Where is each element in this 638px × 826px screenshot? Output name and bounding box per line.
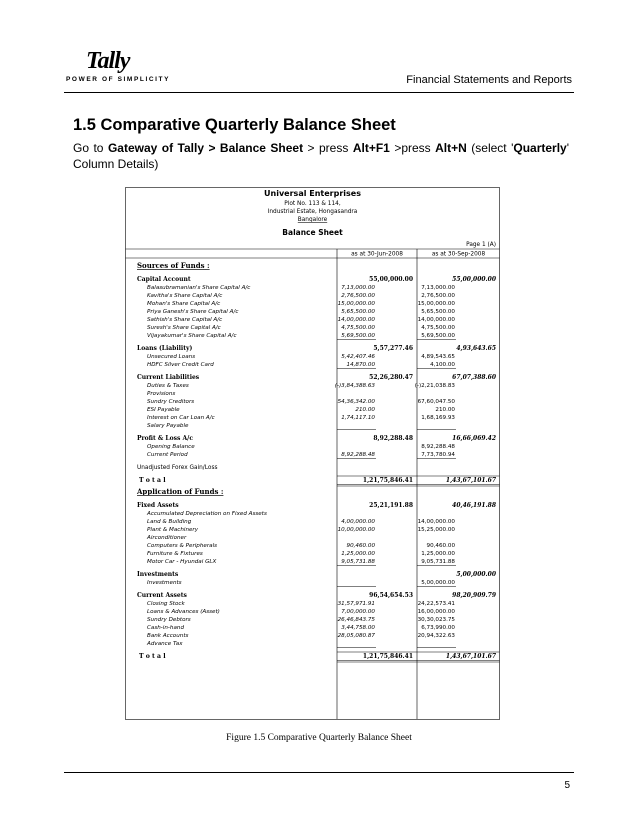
ledger-value: 4,89,543.65 bbox=[421, 354, 455, 360]
total-value: 1,43,67,101.67 bbox=[445, 477, 496, 484]
ledger-value: 5,65,500.00 bbox=[421, 309, 455, 315]
ledger-value: 8,92,288.48 bbox=[341, 452, 375, 458]
ledger-label: Unsecured Loans bbox=[147, 354, 196, 360]
ledger-label: Balasubramanian's Share Capital A/c bbox=[147, 285, 251, 291]
instr-option: Quarterly bbox=[513, 141, 567, 155]
ledger-label: HDFC Silver Credit Card bbox=[147, 362, 214, 368]
ledger-label: Cash-in-hand bbox=[147, 625, 184, 631]
ledger-value: 1,25,000.00 bbox=[341, 551, 375, 557]
ledger-label: Sathish's Share Capital A/c bbox=[147, 317, 223, 323]
instruction-text bbox=[73, 140, 569, 172]
ledger-label: Provisions bbox=[147, 391, 176, 397]
ledger-label: Unadjusted Forex Gain/Loss bbox=[137, 465, 218, 471]
ledger-value: 67,60,047.50 bbox=[417, 399, 455, 405]
ledger-value: 1,68,169.93 bbox=[421, 415, 455, 421]
instr-press2: >press bbox=[394, 141, 431, 155]
ledger-value: 20,94,322.63 bbox=[417, 633, 455, 639]
ledger-label: Salary Payable bbox=[147, 423, 189, 429]
section-title: 1.5 Comparative Quarterly Balance Sheet bbox=[73, 116, 396, 134]
ledger-label: Computers & Peripherals bbox=[147, 543, 218, 549]
ledger-value: 5,69,500.00 bbox=[421, 333, 455, 339]
group-label: Capital Account bbox=[137, 276, 191, 283]
group-value: 25,21,191.88 bbox=[369, 502, 413, 509]
ledger-value: 7,13,000.00 bbox=[341, 285, 375, 291]
footer-rule bbox=[64, 772, 574, 773]
tally-logo: Tally bbox=[86, 48, 130, 74]
ledger-value: 1,25,000.00 bbox=[421, 551, 455, 557]
group-value: 55,00,000.00 bbox=[369, 276, 413, 283]
group-value: 96,54,654.53 bbox=[369, 592, 413, 599]
ledger-value: 4,00,000.00 bbox=[341, 519, 375, 525]
logo-tagline: POWER OF SIMPLICITY bbox=[66, 76, 171, 83]
group-value: 4,93,643.65 bbox=[456, 345, 496, 352]
group-value: 5,57,277.46 bbox=[373, 345, 413, 352]
ledger-value: 8,92,288.48 bbox=[421, 444, 455, 450]
total-label: T o t a l bbox=[139, 477, 166, 484]
group-label: Investments bbox=[137, 571, 179, 578]
ledger-value: 30,30,023.75 bbox=[417, 617, 455, 623]
ledger-value: 3,44,758.00 bbox=[341, 625, 375, 631]
ledger-value: 16,00,000.00 bbox=[417, 609, 455, 615]
ledger-value: 7,73,780.94 bbox=[421, 452, 455, 458]
ledger-value: 31,57,971.91 bbox=[337, 601, 375, 607]
section-heading: Sources of Funds : bbox=[137, 261, 210, 270]
ledger-value: 54,36,342.00 bbox=[337, 399, 375, 405]
ledger-value: (-)2,21,038.83 bbox=[414, 383, 455, 389]
ledger-value: 14,00,000.00 bbox=[337, 317, 375, 323]
ledger-label: Airconditioner bbox=[147, 535, 187, 541]
ledger-value: 2,76,500.00 bbox=[421, 293, 455, 299]
ledger-label: Current Period bbox=[147, 452, 188, 458]
ledger-value: 90,460.00 bbox=[346, 543, 375, 549]
ledger-value: 7,13,000.00 bbox=[421, 285, 455, 291]
figure-caption: Figure 1.5 Comparative Quarterly Balance Sheet bbox=[226, 733, 412, 743]
ledger-label: Motor Car - Hyundai GLX bbox=[147, 559, 217, 565]
column-header: as at 30-Sep-2008 bbox=[431, 251, 486, 258]
ledger-value: 4,75,500.00 bbox=[421, 325, 455, 331]
ledger-value: 90,460.00 bbox=[426, 543, 455, 549]
ledger-value: 210.00 bbox=[355, 407, 375, 413]
ledger-value: 24,22,573.41 bbox=[417, 601, 455, 607]
ledger-label: Mohan's Share Capital A/c bbox=[147, 301, 221, 307]
instr-path: Gateway of Tally > Balance Sheet bbox=[107, 141, 304, 155]
ledger-value: 9,05,731.88 bbox=[341, 559, 375, 565]
group-value: 67,07,388.60 bbox=[452, 374, 496, 381]
group-value: 98,20,909.79 bbox=[452, 592, 496, 599]
ledger-label: Suresh's Share Capital A/c bbox=[147, 325, 221, 331]
instr-go: Go to bbox=[73, 141, 104, 155]
ledger-value: 4,100.00 bbox=[430, 362, 455, 368]
group-value: 8,92,288.48 bbox=[373, 435, 413, 442]
ledger-value: 2,76,500.00 bbox=[341, 293, 375, 299]
ledger-value: 5,69,500.00 bbox=[341, 333, 375, 339]
section-heading: Application of Funds : bbox=[137, 487, 224, 496]
group-value: 5,00,000.00 bbox=[456, 571, 496, 578]
ledger-value: 10,00,000.00 bbox=[337, 527, 375, 533]
ledger-label: Accumulated Depreciation on Fixed Assets bbox=[147, 511, 267, 517]
ledger-value: 14,870.00 bbox=[346, 362, 375, 368]
column-header: as at 30-Jun-2008 bbox=[351, 251, 403, 258]
ledger-value: 5,00,000.00 bbox=[421, 580, 455, 586]
group-label: Current Assets bbox=[137, 592, 187, 599]
ledger-value: 7,00,000.00 bbox=[341, 609, 375, 615]
ledger-label: Plant & Machinery bbox=[147, 527, 199, 533]
report-title: Balance Sheet bbox=[282, 228, 343, 237]
ledger-value: 1,74,117.10 bbox=[341, 415, 375, 421]
ledger-label: Land & Building bbox=[147, 519, 192, 525]
ledger-value: 9,05,731.88 bbox=[421, 559, 455, 565]
page-number: 5 bbox=[564, 780, 570, 791]
total-label: T o t a l bbox=[139, 653, 166, 660]
instr-tail: ' Column Details) bbox=[73, 141, 570, 171]
document-title: Financial Statements and Reports bbox=[406, 74, 572, 86]
ledger-value: 4,75,500.00 bbox=[341, 325, 375, 331]
group-value: 40,46,191.88 bbox=[452, 502, 496, 509]
ledger-label: Investments bbox=[147, 580, 182, 586]
ledger-value: 14,00,000.00 bbox=[417, 519, 455, 525]
instr-press: > press bbox=[307, 141, 349, 155]
ledger-label: Loans & Advances (Asset) bbox=[147, 609, 220, 615]
ledger-label: Advance Tax bbox=[147, 641, 183, 647]
ledger-label: Kavitha's Share Capital A/c bbox=[147, 293, 223, 299]
ledger-value: 15,25,000.00 bbox=[417, 527, 455, 533]
ledger-label: Sundry Creditors bbox=[147, 399, 195, 405]
ledger-value: 15,00,000.00 bbox=[337, 301, 375, 307]
report-page-label: Page 1 (A) bbox=[466, 242, 496, 248]
instr-select: (select ' bbox=[471, 141, 514, 155]
group-value: 55,00,000.00 bbox=[452, 276, 496, 283]
group-value: 52,26,280.47 bbox=[369, 374, 413, 381]
group-label: Profit & Loss A/c bbox=[137, 435, 193, 442]
ledger-label: Priya Ganesh's Share Capital A/c bbox=[147, 309, 239, 315]
company-address-line: Bangalore bbox=[297, 217, 328, 223]
header-rule bbox=[64, 92, 574, 93]
ledger-label: ESI Payable bbox=[147, 407, 180, 413]
company-address-line: Industrial Estate, Hongasandra bbox=[267, 209, 358, 215]
ledger-label: Furniture & Fixtures bbox=[147, 551, 203, 557]
ledger-value: 26,46,843.75 bbox=[337, 617, 375, 623]
ledger-value: 6,73,990.00 bbox=[421, 625, 455, 631]
ledger-label: Sundry Debtors bbox=[147, 617, 191, 623]
ledger-value: 15,00,000.00 bbox=[417, 301, 455, 307]
ledger-label: Vijayakumar's Share Capital A/c bbox=[147, 333, 237, 339]
ledger-value: 210.00 bbox=[435, 407, 455, 413]
ledger-label: Closing Stock bbox=[147, 601, 185, 607]
ledger-value: 14,00,000.00 bbox=[417, 317, 455, 323]
ledger-label: Duties & Taxes bbox=[147, 383, 189, 389]
total-value: 1,21,75,846.41 bbox=[362, 653, 413, 660]
ledger-value: (-)3,84,388.63 bbox=[334, 383, 375, 389]
ledger-label: Bank Accounts bbox=[147, 633, 189, 639]
ledger-label: Opening Balance bbox=[147, 444, 195, 450]
group-label: Loans (Liability) bbox=[137, 345, 193, 352]
company-address-line: Plot No. 113 & 114, bbox=[284, 201, 341, 207]
instr-key1: Alt+F1 bbox=[352, 141, 390, 155]
ledger-label: Interest on Car Loan A/c bbox=[147, 415, 215, 421]
group-label: Fixed Assets bbox=[137, 502, 179, 509]
group-label: Current Liabilities bbox=[137, 374, 200, 381]
total-value: 1,43,67,101.67 bbox=[445, 653, 496, 660]
ledger-value: 5,65,500.00 bbox=[341, 309, 375, 315]
group-value: 16,66,069.42 bbox=[452, 435, 496, 442]
ledger-value: 28,05,080.87 bbox=[337, 633, 375, 639]
total-value: 1,21,75,846.41 bbox=[362, 477, 413, 484]
ledger-value: 5,42,407.46 bbox=[341, 354, 375, 360]
company-name: Universal Enterprises bbox=[264, 189, 361, 198]
balance-sheet-report bbox=[125, 187, 500, 720]
instr-key2: Alt+N bbox=[435, 141, 467, 155]
balance-sheet-screenshot bbox=[125, 187, 500, 720]
